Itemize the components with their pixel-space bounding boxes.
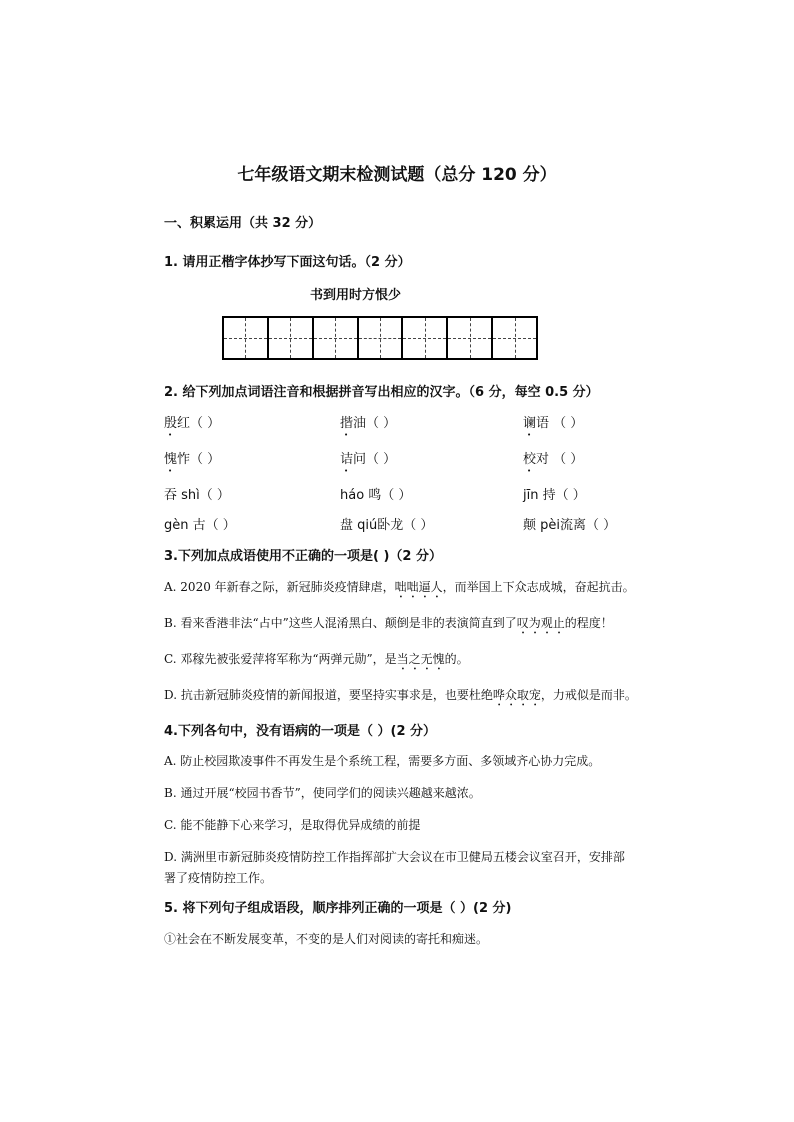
grid-cell[interactable]: [491, 318, 536, 358]
page-title: 七年级语文期末检测试题（总分 120 分）: [237, 165, 557, 185]
grid-cell[interactable]: [446, 318, 491, 358]
question-1-prompt: 1. 请用正楷字体抄写下面这句话。（2 分）: [164, 255, 411, 270]
pinyin-item: 愧怍（ ）: [164, 452, 221, 467]
question-4-option-d-line2: 署了疫情防控工作。: [164, 871, 273, 885]
grid-cell[interactable]: [224, 318, 267, 358]
question-3-option-b: B. 看来香港非法“占中”这些人混淆黑白、颠倒是非的表演简直到了叹为观止的程度！: [164, 616, 613, 630]
question-4-option-b: B. 通过开展“校园书香节”，使同学们的阅读兴趣越来越浓。: [164, 786, 481, 800]
pinyin-item: gèn 古（ ）: [164, 518, 236, 533]
pinyin-item: 吞 shì（ ）: [164, 488, 230, 503]
question-3-prompt: 3.下列加点成语使用不正确的一项是( )（2 分）: [164, 549, 442, 564]
pinyin-item: 揩油（ ）: [340, 416, 397, 431]
question-4-option-a: A. 防止校园欺凌事件不再发生是个系统工程，需要多方面、多领域齐心协力完成。: [164, 754, 601, 768]
pinyin-item: 殷红（ ）: [164, 416, 221, 431]
question-3-option-a: A. 2020 年新春之际，新冠肺炎疫情肆虐，咄咄逼人，而举国上下众志成城，奋起抗击。: [164, 580, 635, 594]
question-2-prompt: 2. 给下列加点词语注音和根据拼音写出相应的汉字。（6 分，每空 0.5 分）: [164, 385, 599, 400]
copy-sentence: 书到用时方恨少: [310, 288, 402, 303]
pinyin-item: háo 鸣（ ）: [340, 488, 412, 503]
pinyin-item: 颠 pèi流离（ ）: [523, 518, 617, 533]
pinyin-item: 校对 （ ）: [523, 452, 584, 467]
grid-cell[interactable]: [312, 318, 357, 358]
question-3-option-d: D. 抗击新冠肺炎疫情的新闻报道，要坚持实事求是，也要杜绝哗众取宠，力戒似是而非。: [164, 688, 637, 702]
question-5-prompt: 5. 将下列句子组成语段，顺序排列正确的一项是（ ）(2 分): [164, 901, 512, 916]
pinyin-item: 谰语 （ ）: [523, 416, 584, 431]
pinyin-item: 盘 qiú卧龙（ ）: [340, 518, 434, 533]
question-5-sentence-1: ①社会在不断发展变革，不变的是人们对阅读的寄托和痴迷。: [164, 932, 489, 946]
section-heading: 一、积累运用（共 32 分）: [164, 216, 322, 231]
question-4-option-d-line1: D. 满洲里市新冠肺炎疫情防控工作指挥部扩大会议在市卫健局五楼会议室召开，安排部: [164, 850, 625, 864]
writing-grid[interactable]: [222, 316, 538, 360]
question-4-option-c: C. 能不能静下心来学习，是取得优异成绩的前提: [164, 818, 421, 832]
pinyin-item: jīn 持（ ）: [523, 488, 586, 503]
grid-cell[interactable]: [267, 318, 312, 358]
question-4-prompt: 4.下列各句中，没有语病的一项是（ ）(2 分）: [164, 724, 437, 739]
grid-cell[interactable]: [357, 318, 402, 358]
question-3-option-c: C. 邓稼先被张爱萍将军称为“两弹元勋”，是当之无愧的。: [164, 652, 469, 666]
grid-cell[interactable]: [401, 318, 446, 358]
pinyin-item: 诘问（ ）: [340, 452, 397, 467]
